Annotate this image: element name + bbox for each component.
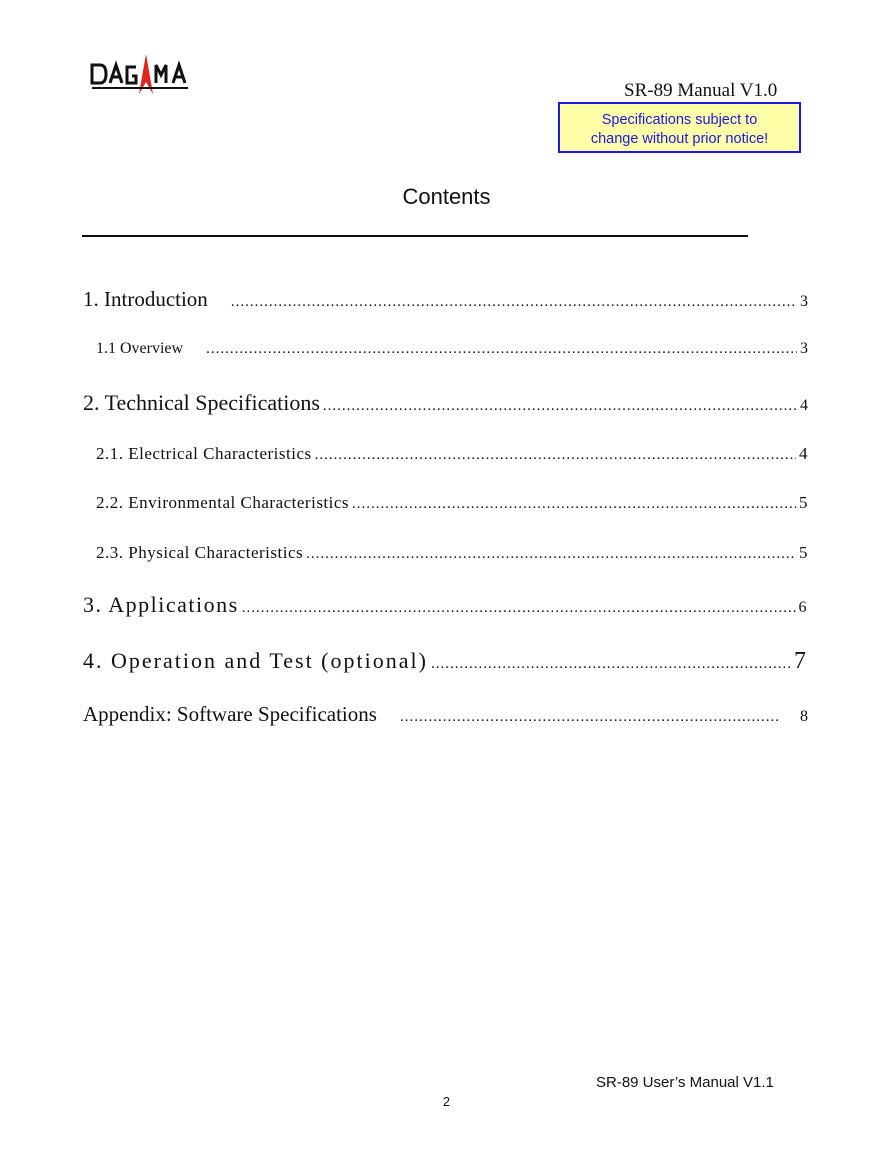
toc-page: 5	[799, 543, 808, 562]
toc-label: 1. Introduction	[83, 287, 208, 311]
toc-label: 4. Operation and Test (optional)	[83, 648, 428, 673]
toc-page: 6	[798, 599, 808, 616]
toc-page: 5	[799, 493, 808, 512]
toc-entry-introduction[interactable]	[83, 287, 808, 312]
notice-box	[558, 102, 801, 153]
toc-leader	[400, 709, 780, 726]
toc-leader	[231, 294, 797, 311]
toc-entry-technical-specifications[interactable]	[83, 390, 808, 416]
dagama-logo	[84, 50, 198, 96]
toc-leader	[242, 600, 796, 617]
toc-leader	[323, 398, 797, 415]
toc-entry-applications[interactable]	[83, 592, 808, 618]
toc-label: 2.1. Electrical Characteristics	[96, 444, 312, 463]
toc-leader	[306, 546, 796, 563]
toc-entry-electrical-characteristics[interactable]	[96, 444, 808, 464]
toc-entry-appendix[interactable]	[83, 702, 808, 727]
toc-leader	[206, 341, 797, 358]
toc-entry-operation-and-test[interactable]	[83, 648, 808, 675]
toc-page: 7	[794, 648, 808, 674]
toc-page: 8	[800, 708, 808, 725]
toc-page: 4	[799, 444, 808, 463]
toc-entry-environmental-characteristics[interactable]	[96, 493, 808, 513]
page-title: Contents	[402, 184, 491, 209]
toc-entry-overview[interactable]	[96, 340, 808, 358]
document-version: SR-89 Manual V1.0	[624, 80, 778, 101]
footer-manual-version: SR-89 User’s Manual V1.1	[596, 1074, 774, 1091]
toc-leader	[431, 656, 791, 673]
logo-letters	[92, 65, 185, 83]
title-rule	[82, 235, 748, 237]
toc-page: 3	[800, 340, 808, 357]
toc-label: Appendix: Software Specifications	[83, 702, 377, 726]
toc-label: 2. Technical Specifications	[83, 390, 320, 415]
toc-leader	[315, 447, 796, 464]
toc-label: 1.1 Overview	[96, 340, 184, 357]
toc-page: 3	[800, 293, 808, 310]
notice-line-1: Specifications subject to	[601, 112, 758, 128]
notice-line-2: change without prior notice!	[590, 131, 769, 147]
toc-leader	[352, 496, 796, 513]
toc-label: 2.2. Environmental Characteristics	[96, 493, 350, 512]
toc-page: 4	[800, 397, 808, 414]
toc-entry-physical-characteristics[interactable]	[96, 543, 808, 563]
toc-label: 2.3. Physical Characteristics	[96, 543, 304, 562]
page-number: 2	[442, 1094, 451, 1109]
toc-label: 3. Applications	[83, 592, 239, 617]
